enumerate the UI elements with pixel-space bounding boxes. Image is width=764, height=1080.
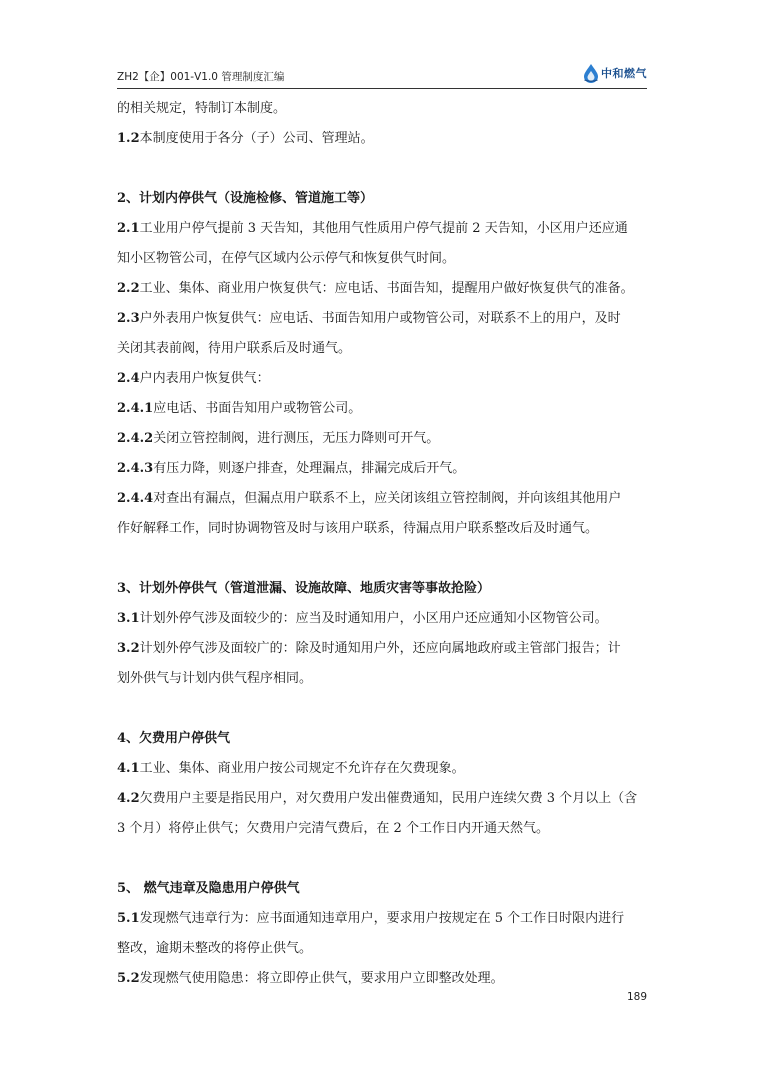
section-heading bbox=[117, 184, 647, 214]
clause-number: 2.4 bbox=[117, 371, 140, 386]
line-text: 本制度使用于各分（子）公司、管理站。 bbox=[139, 131, 374, 146]
clause-number: 3.1 bbox=[117, 611, 140, 626]
text-line bbox=[117, 394, 647, 424]
clause-number: 4.1 bbox=[117, 761, 140, 776]
line-text: 户内表用户恢复供气： bbox=[139, 371, 270, 386]
line-text: 工业、集体、商业用户按公司规定不允许存在欠费现象。 bbox=[139, 761, 465, 776]
text-line bbox=[117, 94, 647, 124]
line-text: 的相关规定，特制订本制度。 bbox=[117, 101, 287, 116]
clause-number: 5.1 bbox=[117, 911, 140, 926]
text-line bbox=[117, 304, 647, 334]
text-line bbox=[117, 424, 647, 454]
text-line bbox=[117, 604, 647, 634]
clause-number: 2.1 bbox=[117, 221, 140, 236]
text-line bbox=[117, 934, 647, 964]
clause-number: 2.3 bbox=[117, 311, 140, 326]
header-title: ZH2【企】001-V1.0 管理制度汇编 bbox=[117, 71, 285, 83]
paragraph-gap bbox=[117, 844, 647, 874]
text-line bbox=[117, 754, 647, 784]
text-line bbox=[117, 514, 647, 544]
line-text: 发现燃气使用隐患：将立即停止供气，要求用户立即整改处理。 bbox=[139, 971, 504, 986]
line-text: 对查出有漏点，但漏点用户联系不上，应关闭该组立管控制阀，并向该组其他用户 bbox=[153, 491, 622, 506]
clause-number: 5.2 bbox=[117, 971, 140, 986]
flame-drop-icon bbox=[583, 63, 599, 83]
text-line bbox=[117, 454, 647, 484]
text-line bbox=[117, 334, 647, 364]
text-line bbox=[117, 634, 647, 664]
line-text: 4、欠费用户停供气 bbox=[117, 731, 231, 746]
page-number: 189 bbox=[626, 991, 647, 1003]
line-text: 3 个月）将停止供气；欠费用户完清气费后，在 2 个工作日内开通天然气。 bbox=[117, 821, 549, 836]
logo-text: 中和燃气 bbox=[601, 67, 647, 80]
text-line bbox=[117, 814, 647, 844]
line-text: 计划外停气涉及面较广的：除及时通知用户外，还应向属地政府或主管部门报告；计 bbox=[139, 641, 621, 656]
section-heading bbox=[117, 874, 647, 904]
line-text: 知小区物管公司，在停气区域内公示停气和恢复供气时间。 bbox=[117, 251, 456, 266]
section-heading bbox=[117, 724, 647, 754]
line-text: 3、计划外停供气（管道泄漏、设施故障、地质灾害等事故抢险） bbox=[117, 581, 491, 596]
paragraph-gap bbox=[117, 544, 647, 574]
text-line bbox=[117, 964, 647, 994]
clause-number: 2.2 bbox=[117, 281, 140, 296]
line-text: 应电话、书面告知用户或物管公司。 bbox=[153, 401, 362, 416]
document-body bbox=[117, 94, 647, 994]
line-text: 2、计划内停供气（设施检修、管道施工等） bbox=[117, 191, 374, 206]
line-text: 工业用户停气提前 3 天告知，其他用气性质用户停气提前 2 天告知，小区用户还应通 bbox=[139, 221, 628, 236]
line-text: 有压力降，则逐户排查，处理漏点，排漏完成后开气。 bbox=[153, 461, 466, 476]
clause-number: 2.4.4 bbox=[117, 491, 154, 506]
text-line bbox=[117, 664, 647, 694]
line-text: 关闭立管控制阀，进行测压，无压力降则可开气。 bbox=[153, 431, 440, 446]
line-text: 5、 燃气违章及隐患用户停供气 bbox=[117, 881, 300, 896]
clause-number: 4.2 bbox=[117, 791, 140, 806]
company-logo bbox=[583, 62, 647, 84]
paragraph-gap bbox=[117, 694, 647, 724]
line-text: 欠费用户主要是指民用户，对欠费用户发出催费通知，民用户连续欠费 3 个月以上（含 bbox=[139, 791, 638, 806]
text-line bbox=[117, 124, 647, 154]
line-text: 计划外停气涉及面较少的：应当及时通知用户，小区用户还应通知小区物管公司。 bbox=[139, 611, 608, 626]
line-text: 发现燃气违章行为：应书面通知违章用户，要求用户按规定在 5 个工作日时限内进行 bbox=[139, 911, 625, 926]
clause-number: 1.2 bbox=[117, 131, 140, 146]
text-line bbox=[117, 244, 647, 274]
line-text: 作好解释工作，同时协调物管及时与该用户联系，待漏点用户联系整改后及时通气。 bbox=[117, 521, 599, 536]
line-text: 整改，逾期未整改的将停止供气。 bbox=[117, 941, 313, 956]
line-text: 划外供气与计划内供气程序相同。 bbox=[117, 671, 313, 686]
text-line bbox=[117, 784, 647, 814]
text-line bbox=[117, 274, 647, 304]
page-header bbox=[117, 62, 647, 89]
section-heading bbox=[117, 574, 647, 604]
text-line bbox=[117, 904, 647, 934]
clause-number: 2.4.2 bbox=[117, 431, 154, 446]
line-text: 工业、集体、商业用户恢复供气：应电话、书面告知，提醒用户做好恢复供气的准备。 bbox=[139, 281, 634, 296]
clause-number: 2.4.3 bbox=[117, 461, 154, 476]
line-text: 户外表用户恢复供气：应电话、书面告知用户或物管公司，对联系不上的用户，及时 bbox=[139, 311, 621, 326]
text-line bbox=[117, 484, 647, 514]
text-line bbox=[117, 364, 647, 394]
clause-number: 3.2 bbox=[117, 641, 140, 656]
line-text: 关闭其表前阀，待用户联系后及时通气。 bbox=[117, 341, 352, 356]
text-line bbox=[117, 214, 647, 244]
paragraph-gap bbox=[117, 154, 647, 184]
clause-number: 2.4.1 bbox=[117, 401, 154, 416]
